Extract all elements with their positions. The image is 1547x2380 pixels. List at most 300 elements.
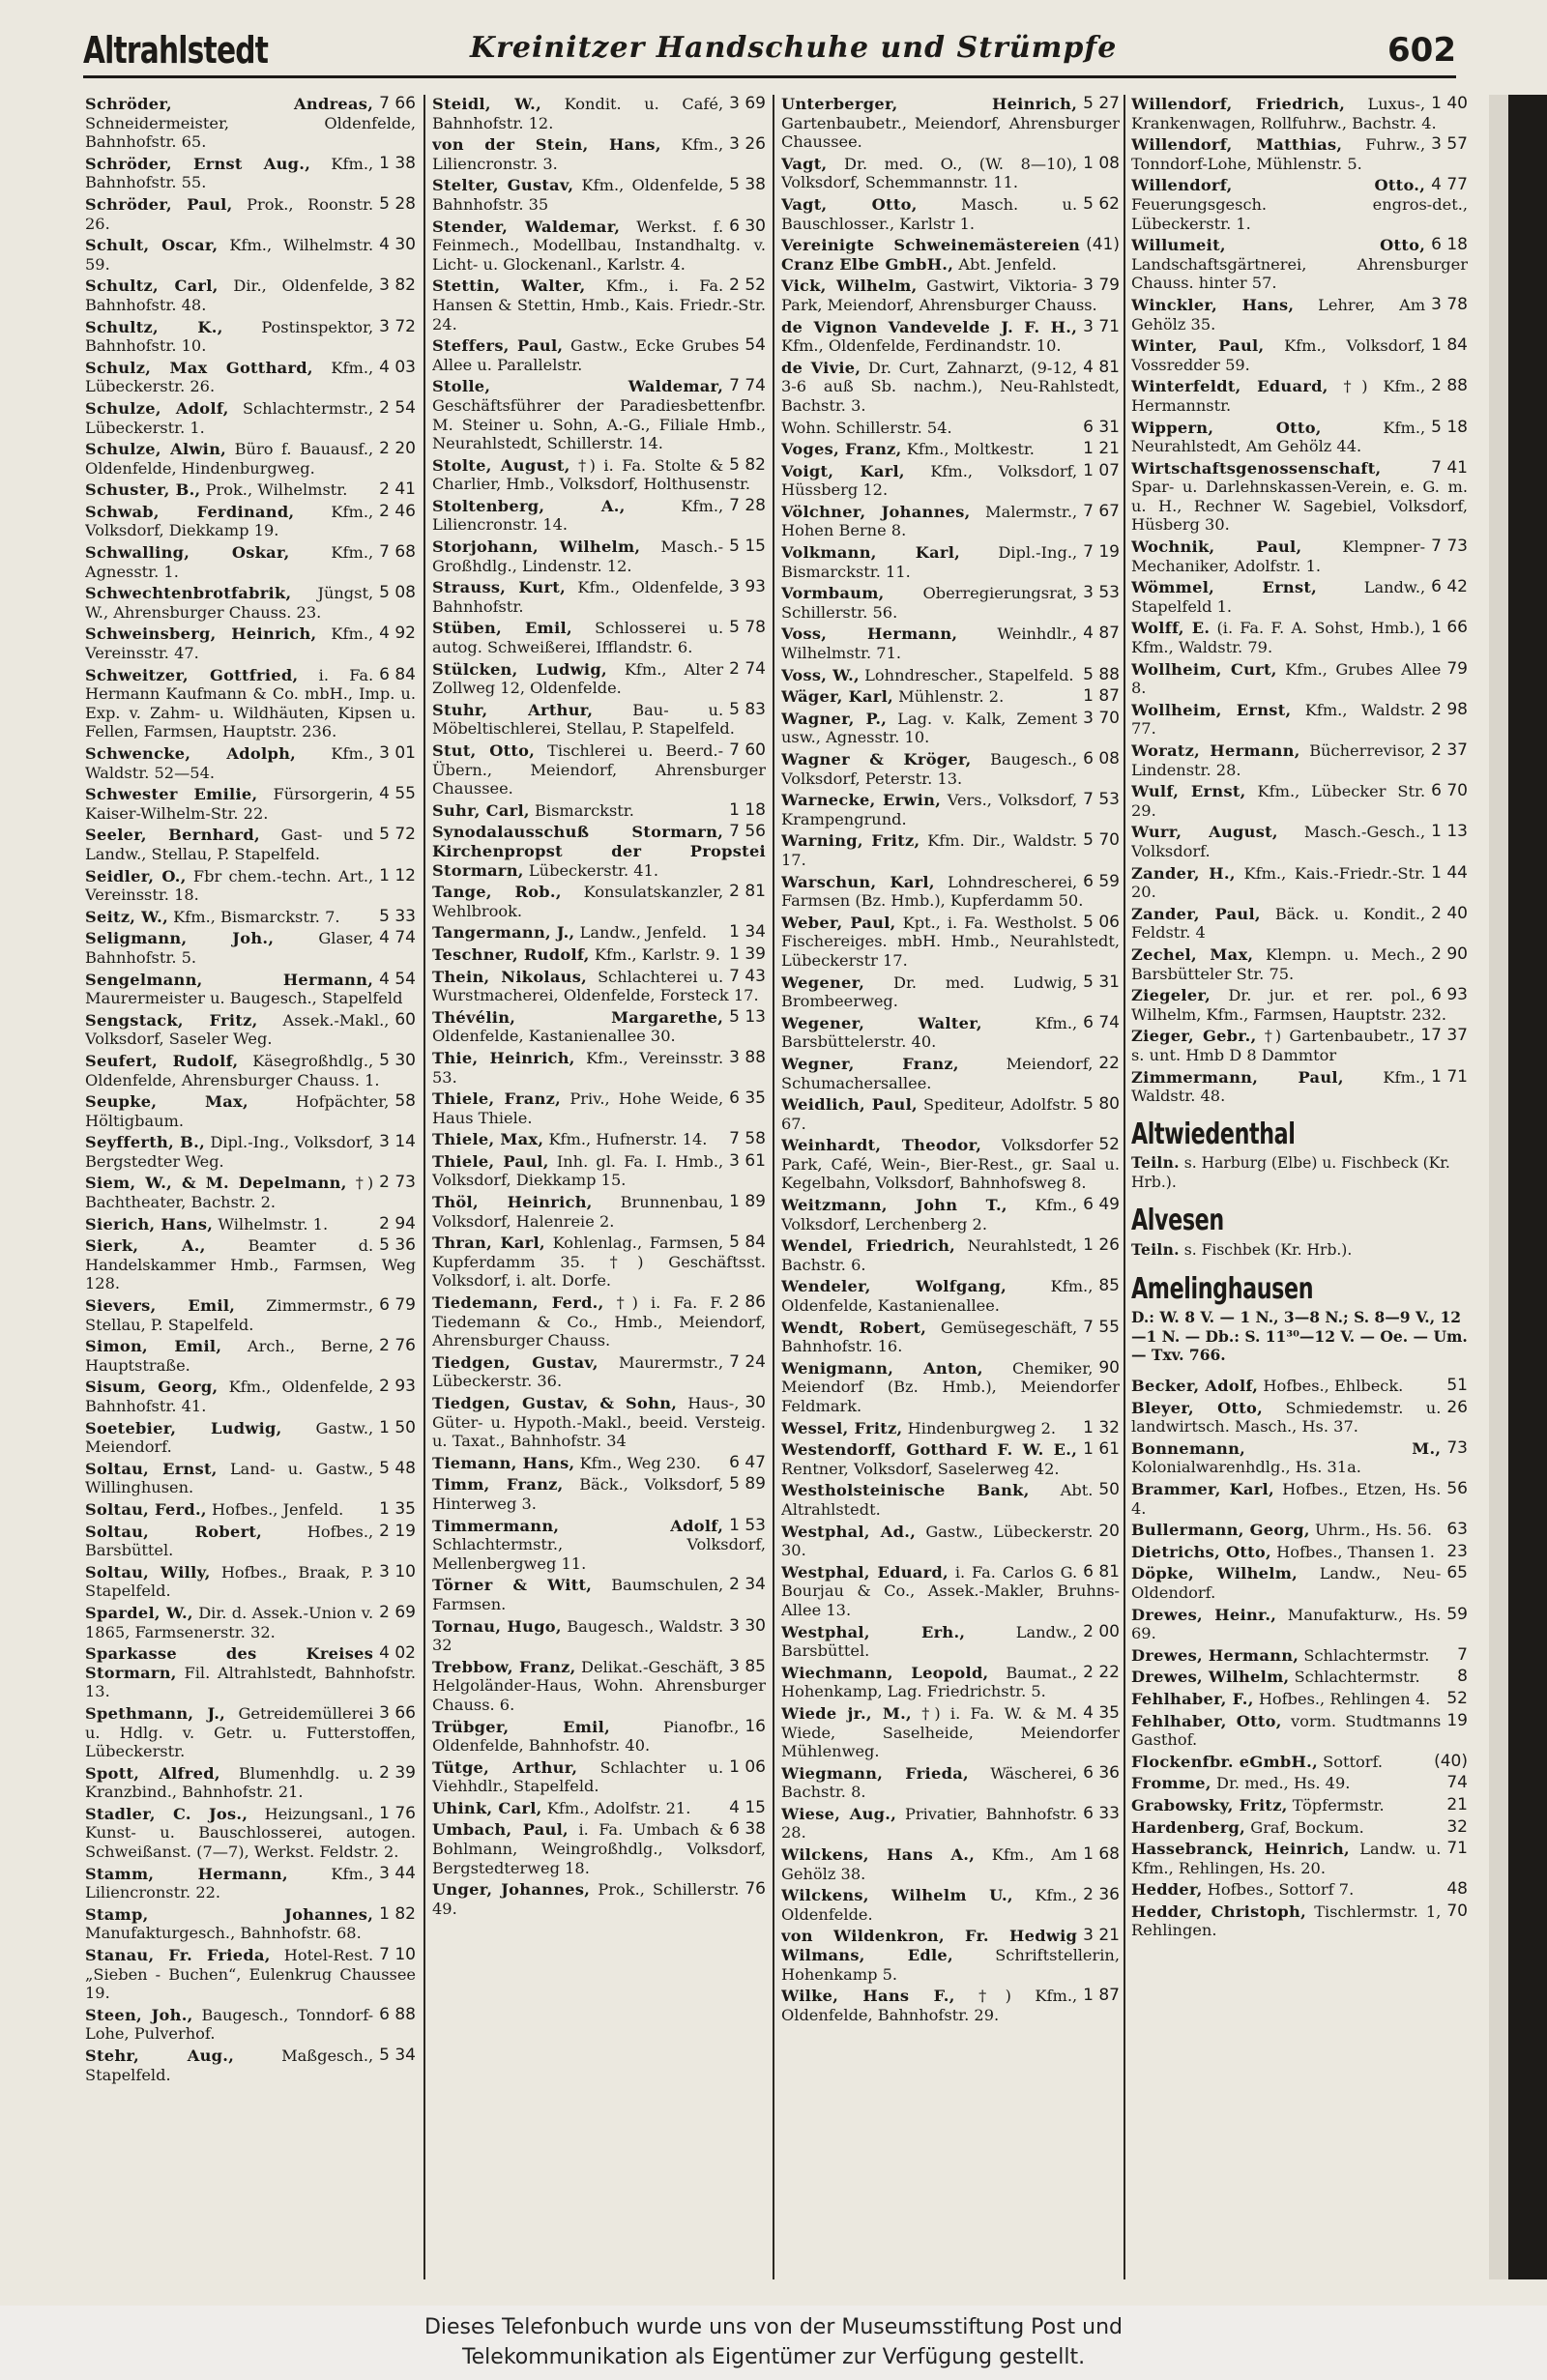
directory-entry	[432, 497, 766, 535]
entry-details: Priv., Hohe Weide, Haus Thiele.	[432, 1089, 724, 1127]
directory-entry	[85, 1378, 416, 1415]
entry-name: Stüben, Emil,	[432, 619, 572, 638]
entry-name: Zander, Paul,	[1131, 904, 1261, 923]
directory-entry	[432, 1008, 766, 1046]
directory-entry	[781, 1563, 1120, 1620]
directory-entry	[432, 701, 766, 739]
directory-entry	[432, 883, 766, 920]
entry-name: Schweinsberg, Heinrich,	[85, 624, 317, 644]
entry-name: Stamp, Johannes,	[85, 1904, 374, 1924]
phone-number: 7 43	[729, 966, 766, 986]
entry-details: Beamter d. Handelskammer Hmb., Farmsen, Weg 128.	[85, 1236, 416, 1293]
phone-number: 73	[1446, 1437, 1468, 1458]
header-rule	[83, 75, 1456, 78]
entry-details: Landw., Stapelfeld 1.	[1131, 578, 1426, 616]
directory-entry	[85, 1133, 416, 1171]
entry-name: Thiele, Max,	[432, 1130, 544, 1149]
entry-name: Hardenberg,	[1131, 1817, 1246, 1837]
directory-entry	[781, 195, 1120, 233]
entry-name: Timm, Franz,	[432, 1475, 564, 1495]
directory-entry	[432, 276, 766, 334]
entry-details: Blumenhdlg. u. Kranzbind., Bahnhofstr. 21.	[85, 1763, 374, 1802]
entry-name: Schulz, Max Gotthard,	[85, 358, 313, 377]
directory-entry	[781, 1440, 1120, 1478]
entry-name: Seidler, O.,	[85, 866, 187, 885]
entry-name: Timmermann, Adolf,	[432, 1516, 724, 1535]
directory-entry	[1131, 1606, 1468, 1643]
directory-entry	[781, 1236, 1120, 1274]
entry-details: Tischlerei u. Beerd.-Übern., Meiendorf, Ahrensburger Chaussee.	[432, 741, 766, 798]
directory-entry	[85, 155, 416, 192]
entry-details: Masch.-Gesch., Volksdorf.	[1131, 823, 1426, 860]
phone-number: 3 78	[1431, 294, 1468, 314]
entry-name: Thöl, Heinrich,	[432, 1193, 593, 1212]
directory-entry	[781, 791, 1120, 828]
entry-details: Käsegroßhdlg., Oldenfelde, Ahrensburger Chauss. 1.	[85, 1051, 380, 1089]
phone-number: 50	[1098, 1480, 1120, 1500]
phone-number: 5 80	[1083, 1094, 1120, 1115]
directory-entry	[85, 826, 416, 863]
section-heading: Alvesen	[1131, 1204, 1224, 1238]
entry-name: Schwechtenbrotfabrik,	[85, 584, 292, 603]
directory-entry	[85, 359, 416, 396]
entry-details: Kfm., Vereinsstr. 53.	[432, 1048, 724, 1087]
entry-name: Suhr, Carl,	[432, 800, 530, 820]
entry-details: Baugesch., Volksdorf, Peterstr. 13.	[781, 750, 1078, 788]
phone-number: 23	[1446, 1541, 1468, 1561]
entry-name: Seeler, Bernhard,	[85, 826, 260, 845]
entry-details: Hotel-Rest. „Sieben - Buchen“, Eulenkrug Chaussee 19.	[85, 1946, 416, 2003]
entry-name: Sierk, A.,	[85, 1236, 206, 1256]
entry-details: Kfm., i. Fa. Hansen & Stettin, Hmb., Kais. Friedr.-Str. 24.	[432, 276, 766, 334]
entry-details: Kondit. u. Café, Bahnhofstr. 12.	[432, 95, 724, 132]
entry-name: Stelter, Gustav,	[432, 176, 574, 195]
phone-number: 7 74	[729, 376, 766, 396]
directory-entry	[1131, 236, 1468, 293]
entry-details: Kfm., Volksdorf, Hüssberg 12.	[781, 461, 1078, 500]
directory-entry	[781, 440, 1120, 459]
phone-number: 65	[1446, 1563, 1468, 1583]
directory-entry	[781, 462, 1120, 500]
entry-name: Schulze, Alwin,	[85, 440, 227, 459]
entry-name: Tiedgen, Gustav,	[432, 1352, 598, 1372]
entry-name: Westphal, Ad.,	[781, 1522, 917, 1541]
entry-name: Stoltenberg, A.,	[432, 496, 626, 515]
entry-name: Dietrichs, Otto,	[1131, 1542, 1271, 1561]
entry-details: Kohlenlag., Farmsen, Kupferdamm 35. †) Geschäftsst. Volksdorf, i. alt. Dorfe.	[432, 1234, 766, 1291]
entry-details: Delikat.-Geschäft, Helgoländer-Haus, Wohn. Ahrensburger Chauss. 6.	[432, 1657, 766, 1714]
entry-details: Spar- u. Darlehnskassen-Verein, e. G. m. u. H., Rechner W. Sagebiel, Volksdorf, Hüsberg 30.	[1131, 478, 1468, 535]
entry-name: Drewes, Wilhelm,	[1131, 1668, 1290, 1687]
directory-entry	[85, 1865, 416, 1902]
phone-number: 4 77	[1431, 175, 1468, 195]
entry-details: Postinspektor, Bahnhofstr. 10.	[85, 317, 374, 356]
directory-entry	[85, 503, 416, 540]
phone-number: 3 93	[729, 577, 766, 597]
entry-name: Steidl, W.,	[432, 95, 542, 113]
column-divider	[423, 95, 425, 2279]
entry-name: Umbach, Paul,	[432, 1820, 569, 1840]
phone-number: 7	[1457, 1644, 1468, 1665]
entry-details: Lübeckerstr. 41.	[528, 860, 659, 880]
directory-entry	[1131, 701, 1468, 739]
directory-entry	[85, 1419, 416, 1457]
directory-entry	[781, 1136, 1120, 1193]
entry-details: Kfm., Bismarckstr. 7.	[173, 907, 340, 926]
phone-number: 3 14	[379, 1132, 416, 1152]
entry-details: Hofbes., Braak, P. Stapelfeld.	[85, 1562, 374, 1601]
entry-name: Tiedgen, Gustav, & Sohn,	[432, 1394, 678, 1412]
entry-details: Graf, Bockum.	[1250, 1817, 1364, 1837]
entry-details: Masch.-Großhdlg., Lindenstr. 12.	[432, 537, 724, 575]
directory-entry	[1131, 135, 1468, 173]
entry-name: Schult, Oscar,	[85, 236, 219, 255]
entry-details: Kfm., Vereinsstr. 47.	[85, 624, 374, 663]
entry-name: Wessel, Fritz,	[781, 1418, 903, 1437]
phone-number: 5 18	[1431, 417, 1468, 437]
entry-name: Voss, W.,	[781, 665, 860, 684]
directory-entry	[1131, 459, 1468, 535]
entry-name: Uhink, Carl,	[432, 1798, 542, 1817]
directory-entry	[1131, 1068, 1468, 1106]
entry-details: Dr. med. O., (W. 8—10), Volksdorf, Schemmannstr. 11.	[781, 154, 1078, 192]
directory-entry	[85, 1011, 416, 1049]
entry-name: Stut, Otto,	[432, 741, 536, 760]
directory-entry	[781, 1523, 1120, 1560]
entry-details: †) i. Fa. F. Tiedemann & Co., Hmb., Meiendorf, Ahrensburger Chauss.	[432, 1293, 766, 1350]
entry-details: Land- u. Gastw., Willinghusen.	[85, 1459, 374, 1497]
phone-number: 3 88	[729, 1047, 766, 1067]
column-3	[781, 95, 1120, 2289]
entry-details: Dr. Curt, Zahnarzt, (9-12, 3-6 auß Sb. nachm.), Neu-Rahlstedt, Bachstr. 3.	[781, 358, 1120, 415]
entry-details: Kfm., Weg 230.	[579, 1453, 701, 1472]
phone-number: 2 69	[379, 1602, 416, 1622]
phone-number: 6 47	[729, 1452, 766, 1472]
entry-name: Hedder, Christoph,	[1131, 1901, 1307, 1921]
directory-entry	[85, 1460, 416, 1497]
phone-number: 6 31	[1083, 417, 1120, 437]
entry-name: Thein, Nikolaus,	[432, 967, 588, 986]
next-page-edge	[1489, 95, 1508, 2279]
directory-entry	[781, 1055, 1120, 1092]
directory-entry	[85, 543, 416, 581]
entry-name: Winter, Paul,	[1131, 336, 1265, 356]
directory-entry	[432, 1758, 766, 1796]
directory-entry	[1131, 1480, 1468, 1518]
entry-details: Kfm., Am Gehölz 38.	[781, 1845, 1078, 1883]
phone-number: 2 86	[729, 1292, 766, 1313]
phone-number: 3 44	[379, 1863, 416, 1883]
phone-number: 1 07	[1083, 460, 1120, 480]
entry-details: Schlachtermstr., Lübeckerstr. 1.	[85, 398, 374, 437]
entry-details: †) i. Fa. W. & M. Wiede, Saselheide, Meiendorfer Mühlenweg.	[781, 1703, 1120, 1761]
directory-entry	[781, 624, 1120, 662]
entry-name: Warnecke, Erwin,	[781, 791, 942, 810]
entry-name: Seitz, W.,	[85, 907, 169, 926]
entry-name: Wochnik, Paul,	[1131, 537, 1302, 557]
phone-number: 1 53	[729, 1515, 766, 1535]
column-divider	[1124, 95, 1125, 2279]
directory-entry	[781, 710, 1120, 747]
directory-entry	[1131, 537, 1468, 575]
phone-number: 17 37	[1420, 1026, 1468, 1046]
phone-number: 3 10	[379, 1561, 416, 1582]
directory-entry	[432, 1353, 766, 1391]
directory-entry	[85, 1236, 416, 1293]
phone-number: 3 79	[1083, 276, 1120, 296]
entry-name: Wiegmann, Frieda,	[781, 1763, 969, 1783]
entry-name: Schröder, Ernst Aug.,	[85, 154, 311, 173]
directory-entry	[781, 831, 1120, 869]
entry-name: Völchner, Johannes,	[781, 502, 971, 521]
directory-entry	[85, 1523, 416, 1560]
entry-name: Wilckens, Hans A.,	[781, 1845, 976, 1865]
entry-details: Bismarckstr.	[535, 800, 634, 820]
entry-details: †) Kfm., Hermannstr.	[1131, 377, 1426, 415]
entry-name: Wendt, Robert,	[781, 1318, 927, 1337]
directory-entry	[85, 971, 416, 1008]
directory-entry	[85, 1946, 416, 2003]
phone-number: 5 28	[379, 193, 416, 214]
entry-details: Kfm., Grubes Allee 8.	[1131, 659, 1442, 698]
phone-number: 6 88	[379, 2004, 416, 2024]
directory-entry	[781, 666, 1120, 685]
entry-name: Stehr, Aug.,	[85, 2046, 235, 2065]
phone-number: 5 88	[1083, 664, 1120, 684]
entry-details: Kfm., Lübeckerstr. 26.	[85, 358, 374, 396]
entry-details: Wäscherei, Bachstr. 8.	[781, 1763, 1078, 1802]
entry-name: Schwab, Ferdinand,	[85, 502, 295, 521]
entry-details: Schriftstellerin, Hohenkamp 5.	[781, 1946, 1120, 1984]
entry-name: Voges, Franz,	[781, 440, 902, 459]
entry-details: Mühlenstr. 2.	[898, 687, 1005, 707]
entry-details: Chemiker, Meiendorf (Bz. Hmb.), Meiendorfer Feldmark.	[781, 1358, 1120, 1415]
phone-number: 4 55	[379, 784, 416, 804]
phone-number: 58	[394, 1091, 416, 1112]
directory-entry	[1131, 619, 1468, 656]
phone-number: 2 22	[1083, 1662, 1120, 1682]
entry-details: Kfm., Oldenfelde.	[781, 1886, 1078, 1924]
entry-name: Wilckens, Wilhelm U.,	[781, 1886, 1013, 1905]
directory-entry	[432, 1880, 766, 1918]
entry-name: Thran, Karl,	[432, 1234, 545, 1253]
entry-name: Sengelmann, Hermann,	[85, 970, 374, 989]
directory-entry	[85, 440, 416, 478]
directory-entry	[781, 1664, 1120, 1701]
entry-details: Schlachter u. Viehhdlr., Stapelfeld.	[432, 1757, 724, 1796]
phone-number: 7 56	[729, 822, 766, 842]
directory-entry	[781, 1704, 1120, 1761]
entry-details: Hofbes., Thansen 1.	[1276, 1542, 1435, 1561]
directory-entry	[1131, 1399, 1468, 1437]
entry-details: (i. Fa. F. A. Sohst, Hmb.), Kfm., Waldstr. 79.	[1131, 619, 1426, 657]
phone-number: 5 72	[379, 825, 416, 845]
column-4	[1131, 95, 1468, 2289]
entry-name: Synodalausschuß Stormarn, Kirchenpropst der Propstei Stormarn,	[432, 823, 766, 880]
entry-details: Dipl.-Ing., Volksdorf, Bergstedter Weg.	[85, 1133, 374, 1171]
entry-details: Glaser, Bahnhofstr. 5.	[85, 929, 374, 967]
entry-name: Wippern, Otto,	[1131, 418, 1322, 437]
phone-number: 63	[1446, 1520, 1468, 1540]
phone-number: 1 71	[1431, 1066, 1468, 1087]
phone-number: 3 01	[379, 743, 416, 763]
directory-entry	[1131, 377, 1468, 415]
directory-entry	[85, 399, 416, 437]
entry-name: Stadler, C. Jos.,	[85, 1804, 248, 1823]
directory-entry	[85, 1052, 416, 1089]
entry-details: Gastw., Lübeckerstr. 30.	[781, 1522, 1094, 1560]
entry-name: Soltau, Willy,	[85, 1562, 211, 1582]
directory-entry	[781, 1987, 1120, 2024]
phone-number: 2 34	[729, 1575, 766, 1595]
entry-details: Baumschulen, Farmsen.	[432, 1576, 724, 1613]
phone-number: 71	[1446, 1839, 1468, 1859]
directory-entry	[432, 537, 766, 575]
directory-entry	[1131, 1796, 1468, 1815]
entry-details: Hofbes., Jenfeld.	[212, 1499, 344, 1519]
phone-number: 6 42	[1431, 577, 1468, 597]
entry-name: Sparkasse des Kreises Stormarn,	[85, 1644, 374, 1682]
phone-number: 5 34	[379, 2046, 416, 2065]
directory-entry	[432, 741, 766, 798]
phone-number: 3 69	[729, 95, 766, 113]
entry-details: Malermstr., Hohen Berne 8.	[781, 502, 1078, 540]
phone-number: 48	[1446, 1879, 1468, 1900]
directory-entry	[781, 584, 1120, 622]
phone-number: 7 55	[1083, 1317, 1120, 1337]
directory-entry	[432, 801, 766, 821]
directory-entry	[1131, 176, 1468, 233]
phone-number: 5 36	[379, 1235, 416, 1256]
entry-name: Grabowsky, Fritz,	[1131, 1795, 1288, 1814]
directory-entry	[432, 1517, 766, 1574]
directory-entry	[432, 923, 766, 943]
directory-entry	[1131, 1902, 1468, 1940]
entry-details: Kfm. Dir., Waldstr. 17.	[781, 831, 1078, 869]
directory-entry	[432, 1799, 766, 1818]
phone-number: 2 19	[379, 1521, 416, 1541]
entry-name: Voigt, Karl,	[781, 461, 905, 480]
entry-name: de Vivie,	[781, 358, 861, 377]
phone-number: 6 38	[729, 1819, 766, 1840]
phone-number: 1 21	[1083, 439, 1120, 459]
entry-details: Dir. d. Assek.-Union v. 1865, Farmsenerstr. 32.	[85, 1603, 374, 1641]
phone-number: 2 41	[379, 479, 416, 500]
directory-entry	[85, 480, 416, 500]
entry-details: Hofbes., Ehlbeck.	[1263, 1377, 1404, 1396]
entry-details: Hofbes., Sottorf 7.	[1207, 1880, 1355, 1900]
entry-details: Landschaftsgärtnerei, Ahrensburger Chauss. hinter 57.	[1131, 254, 1468, 293]
entry-name: Warschun, Karl,	[781, 872, 935, 891]
directory-entry	[1131, 1753, 1468, 1772]
entry-details: Kfm., Bahnhofstr. 55.	[85, 154, 374, 192]
entry-name: Willumeit, Otto,	[1131, 236, 1426, 255]
entry-details: Kfm., Volksdorf, Diekkamp 19.	[85, 502, 374, 540]
entry-details: Gastw., Ecke Grubes Allee u. Parallelstr.	[432, 336, 740, 374]
entry-details: Spediteur, Adolfstr. 67.	[781, 1095, 1078, 1133]
entry-details: Gartenbaubetr., Meiendorf, Ahrensburger Chaussee.	[781, 113, 1120, 152]
entry-details: Fbr chem.-techn. Art., Vereinsstr. 18.	[85, 866, 374, 905]
phone-number: 7 41	[1431, 457, 1468, 478]
phone-number: 1 39	[729, 943, 766, 964]
directory-entry	[1131, 336, 1468, 374]
phone-number: 5 15	[729, 537, 766, 557]
column-2	[432, 95, 766, 2289]
entry-details: Bäck., Volksdorf, Hinterweg 3.	[432, 1475, 724, 1513]
entry-name: Schultz, K.,	[85, 317, 223, 336]
phone-number: 7 68	[379, 542, 416, 563]
phone-number: 2 81	[729, 882, 766, 902]
entry-details: Maurermstr., Lübeckerstr. 36.	[432, 1352, 724, 1391]
phone-number: 1 12	[379, 865, 416, 885]
directory-entry	[1131, 660, 1468, 698]
directory-entry	[432, 176, 766, 214]
entry-name: Thie, Heinrich,	[432, 1048, 575, 1067]
phone-number: 5 38	[729, 175, 766, 195]
directory-entry	[432, 1293, 766, 1350]
entry-name: Bullermann, Georg,	[1131, 1521, 1310, 1540]
phone-number: 3 53	[1083, 583, 1120, 603]
directory-entry	[85, 1604, 416, 1641]
directory-entry	[432, 1193, 766, 1231]
entry-details: Kfm., Alter Zollweg 12, Oldenfelde.	[432, 659, 724, 698]
entry-details: Kfm., Liliencronstr. 14.	[432, 496, 724, 535]
directory-entry	[781, 503, 1120, 540]
directory-entry	[432, 1475, 766, 1513]
entry-name: Wurr, August,	[1131, 823, 1278, 842]
entry-name: Thiele, Franz,	[432, 1089, 562, 1109]
directory-entry	[781, 95, 1120, 152]
phone-number: 1 32	[1083, 1417, 1120, 1437]
directory-entry	[432, 456, 766, 494]
entry-name: Wollheim, Curt,	[1131, 659, 1277, 679]
footer-note	[0, 2306, 1547, 2380]
directory-entry	[432, 968, 766, 1005]
entry-details: Luxus-, Krankenwagen, Rollfuhrw., Bachstr. 4.	[1131, 95, 1437, 132]
entry-name: Wegner, Franz,	[781, 1054, 959, 1073]
phone-number: 1 18	[729, 799, 766, 820]
entry-name: Warning, Fritz,	[781, 831, 920, 851]
phone-number: 22	[1098, 1053, 1120, 1073]
entry-details: †) Kfm., Oldenfelde, Bahnhofstr. 29.	[781, 1987, 1078, 2024]
entry-name: Woratz, Hermann,	[1131, 741, 1300, 760]
directory-entry	[85, 1764, 416, 1802]
entry-details: Oberregierungsrat, Schillerstr. 56.	[781, 584, 1078, 622]
phone-number: 2 74	[729, 658, 766, 679]
phone-number: 3 57	[1431, 134, 1468, 155]
entry-name: Drewes, Heinr.,	[1131, 1605, 1277, 1624]
entry-name: Schultz, Carl,	[85, 276, 219, 296]
entry-details: Lohndrescherei, Farmsen (Bz. Hmb.), Kupferdamm 50.	[781, 872, 1084, 911]
entry-name: Wenigmann, Anton,	[781, 1358, 983, 1378]
phone-number: 6 18	[1431, 235, 1468, 255]
entry-details: Geschäftsführer der Paradiesbettenfbr. M. Steiner u. Sohn, A.-G., Filiale Hmb., Neurahlstedt, Schillerstr. 14.	[432, 395, 766, 453]
entry-details: Schneidermeister, Oldenfelde, Bahnhofstr. 65.	[85, 113, 416, 152]
phone-number: 5 13	[729, 1006, 766, 1027]
entry-name: Vereinigte Schweinemästereien Cranz Elbe GmbH.,	[781, 236, 1081, 274]
phone-number: 1 08	[1083, 153, 1120, 173]
directory-entry	[85, 867, 416, 905]
entry-name: Schröder, Andreas,	[85, 95, 374, 113]
entry-name: Wolff, E.	[1131, 619, 1211, 638]
directory-entry	[85, 1337, 416, 1375]
entry-details: Hofpächter, Höltigbaum.	[85, 1092, 390, 1130]
directory-entry	[85, 785, 416, 823]
entry-name: Soetebier, Ludwig,	[85, 1418, 282, 1437]
directory-entry	[1131, 1774, 1468, 1793]
entry-details: Werkst. f. Feinmech., Modellbau, Instandhaltg. v. Licht- u. Glockenanl., Karlstr. 4.	[432, 217, 766, 274]
entry-details: Zimmermstr., Stellau, P. Stapelfeld.	[85, 1296, 374, 1334]
